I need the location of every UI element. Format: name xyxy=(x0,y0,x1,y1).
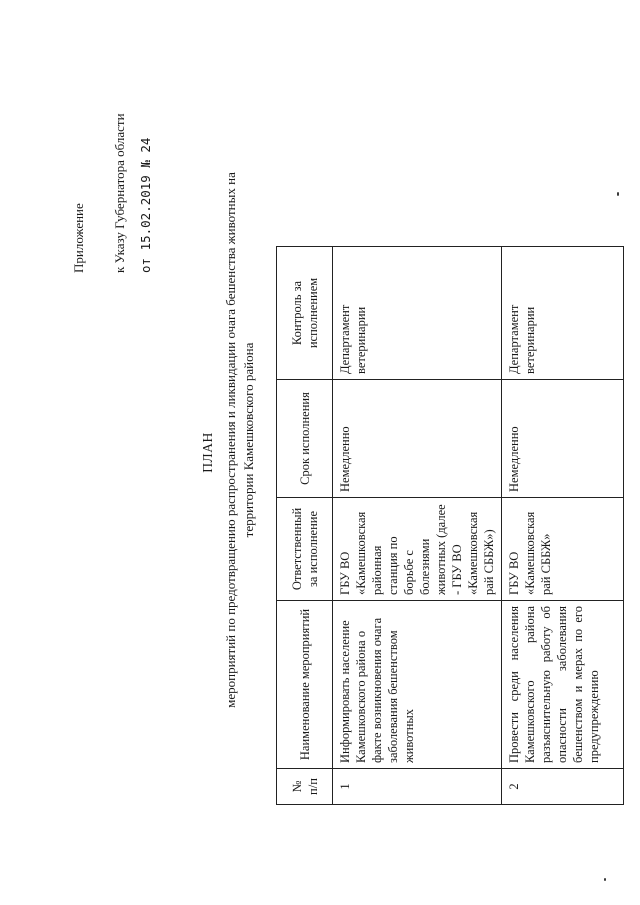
row-num: 1 xyxy=(333,769,502,805)
row-term: Немедленно xyxy=(333,380,502,498)
row-action: Информировать население Камешковского района о факте возникновения очага заболевания бешенством животных xyxy=(333,601,502,769)
header-action: Наименование мероприятий xyxy=(277,601,333,769)
table-row xyxy=(333,247,502,805)
row-responsible: ГБУ ВО «Камешковская рай СББЖ» xyxy=(502,498,624,601)
row-num: 2 xyxy=(502,769,624,805)
table-header-row xyxy=(277,247,333,805)
plan-subtitle: мероприятий по предотвращению распространения и ликвидации очага бешенства животных на территории Камешковского района xyxy=(223,172,256,708)
plan-title: ПЛАН xyxy=(200,432,215,473)
header-responsible: Ответственный за исполнение xyxy=(277,498,333,601)
header-term: Срок исполнения xyxy=(277,380,333,498)
row-term: Немедленно xyxy=(502,380,624,498)
scan-speck xyxy=(617,192,619,196)
row-control: Департамент ветеринарии xyxy=(502,247,624,380)
appendix-reference: к Указу Губернатора области xyxy=(112,113,127,273)
header-num: № п/п xyxy=(277,769,333,805)
appendix-title: Приложение xyxy=(71,203,86,273)
table-row xyxy=(502,247,624,805)
header-control: Контроль за исполнением xyxy=(277,247,333,380)
appendix-date: от 15.02.2019 № 24 xyxy=(138,137,153,273)
row-control: Департамент ветеринарии xyxy=(333,247,502,380)
row-responsible: ГБУ ВО «Камешковская районная станция по борьбе с болезнями животных (далее - ГБУ ВО «Камешковская рай СББЖ») xyxy=(333,498,502,601)
scan-speck xyxy=(604,878,606,881)
row-action: Провести среди населения Камешковского района разъяснительную работу об опасности заболевания бешенством и мерах по его предупреждению xyxy=(502,601,624,769)
plan-table xyxy=(276,246,624,805)
